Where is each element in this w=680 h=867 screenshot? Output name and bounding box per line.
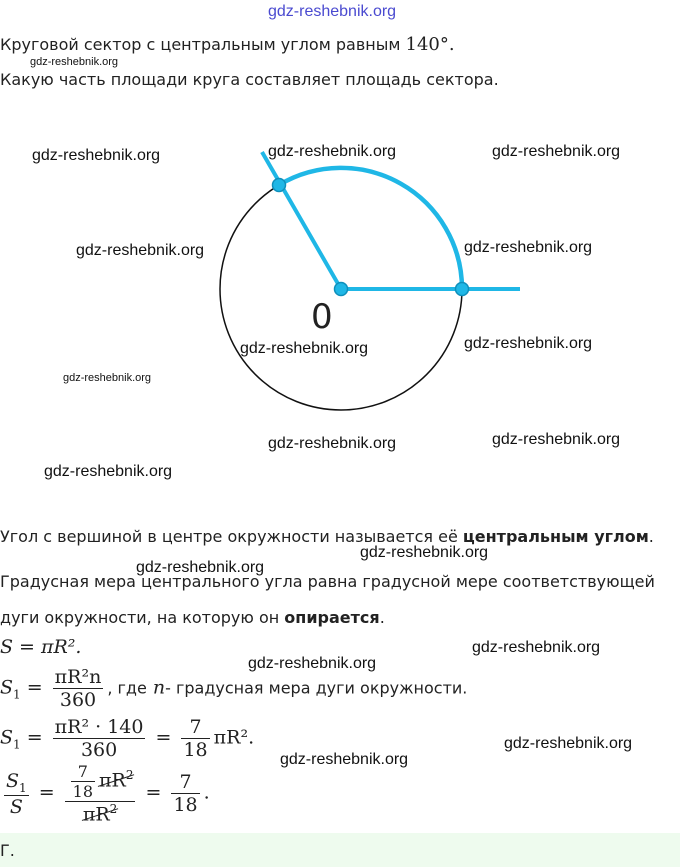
term-central-angle: центральным углом [462,527,649,546]
numerator: 7 [71,762,95,782]
text: - градусная мера дуги окружности. [165,678,468,698]
cancelled-term [83,802,117,825]
punct: . [379,608,385,627]
denominator [65,802,136,825]
watermark: gdz-reshebnik.org [268,435,397,452]
denominator: 360 [80,739,118,761]
formula-ratio: $\frac{S_1}{S}$ = $\frac{7}{18}$ $\pi R^2$ $\pi R^2$ = $\frac{7}{18}$ . [6,762,210,826]
problem-text: Круговой сектор с центральным углом равным [0,35,401,54]
var-n: n [152,676,166,699]
subscript: 1 [19,780,27,795]
denominator: 18 [72,782,94,801]
formula-area: S = πR². [0,636,82,658]
numerator: 7 [171,771,199,794]
var-s: S [9,795,23,818]
problem-line-2: Какую часть площади круга составляет площадь сектора. [0,70,499,89]
cancelled-term [99,768,133,791]
answer-text: Г. [0,841,15,860]
fraction [53,666,104,711]
formula-sector-general: $S_1$ = $\frac{\text{πR²n}}{360}$ , где n- градусная мера дуги окружности. [0,666,468,711]
theory-paragraph-2-line-2 [0,608,385,627]
denominator [4,796,29,818]
subscript: 1 [13,687,21,702]
angle-value: 140°. [405,34,455,55]
watermark: gdz-reshebnik.org [63,372,152,384]
var-s: S [0,676,14,699]
watermark: gdz-reshebnik.org [492,431,621,448]
term-subtends: опирается [284,608,380,627]
var-s: S [0,726,14,749]
var-s: S [6,769,20,792]
watermark: gdz-reshebnik.org [464,335,593,352]
watermark: gdz-reshebnik.org [248,655,377,672]
exponent: 2 [109,802,118,816]
exponent: 2 [125,768,134,783]
watermark: gdz-reshebnik.org [504,735,633,752]
denominator: 360 [59,689,97,711]
watermark: gdz-reshebnik.org [32,147,161,164]
fraction [181,716,209,761]
theory-text: дуги окружности, на которую он [0,608,280,627]
theory-text: Угол с вершиной в центре окружности называется её [0,527,458,546]
watermark: gdz-reshebnik.org [280,751,409,768]
center-label: 0 [311,297,333,337]
numerator: πR²n [54,666,102,688]
inner-fraction [71,762,95,801]
watermark: gdz-reshebnik.org [464,239,593,256]
term: πR [99,769,126,792]
point-arc-start [273,179,286,192]
watermark: gdz-reshebnik.org [76,242,205,259]
watermark: gdz-reshebnik.org [360,544,489,561]
watermark: gdz-reshebnik.org [240,340,369,357]
term: πR [82,803,110,826]
theory-paragraph-1 [0,527,654,546]
tail: πR². [213,726,255,749]
watermark: gdz-reshebnik.org [492,143,621,160]
watermark: gdz-reshebnik.org [30,56,119,68]
point-center [335,283,348,296]
watermark-top: gdz-reshebnik.org [268,3,397,20]
numerator [65,762,136,802]
numerator: πR² · 140 [54,716,144,738]
denominator: 18 [173,794,198,817]
punct: . [648,527,654,546]
subscript: 1 [13,737,21,752]
watermark: gdz-reshebnik.org [268,143,397,160]
watermark: gdz-reshebnik.org [136,559,265,576]
numerator: 7 [181,716,209,739]
text: , где [107,678,147,698]
fraction-complex [65,762,136,825]
numerator [4,770,29,796]
watermark: gdz-reshebnik.org [472,639,601,656]
fraction [53,716,146,761]
formula-sector-140: $S_1$ = $\frac{\text{πR² · 140}}{360}$ = $\frac{7}{18}$ πR². [0,716,255,761]
answer-bar [0,833,680,867]
watermark: gdz-reshebnik.org [44,463,173,480]
fraction-ratio [4,770,29,818]
fraction-result [171,771,199,816]
point-arc-end [456,283,469,296]
denominator: 18 [183,739,208,761]
theory-paragraph-2-line-1: Градусная мера центрального угла равна градусной мере соответствующей [0,572,655,591]
